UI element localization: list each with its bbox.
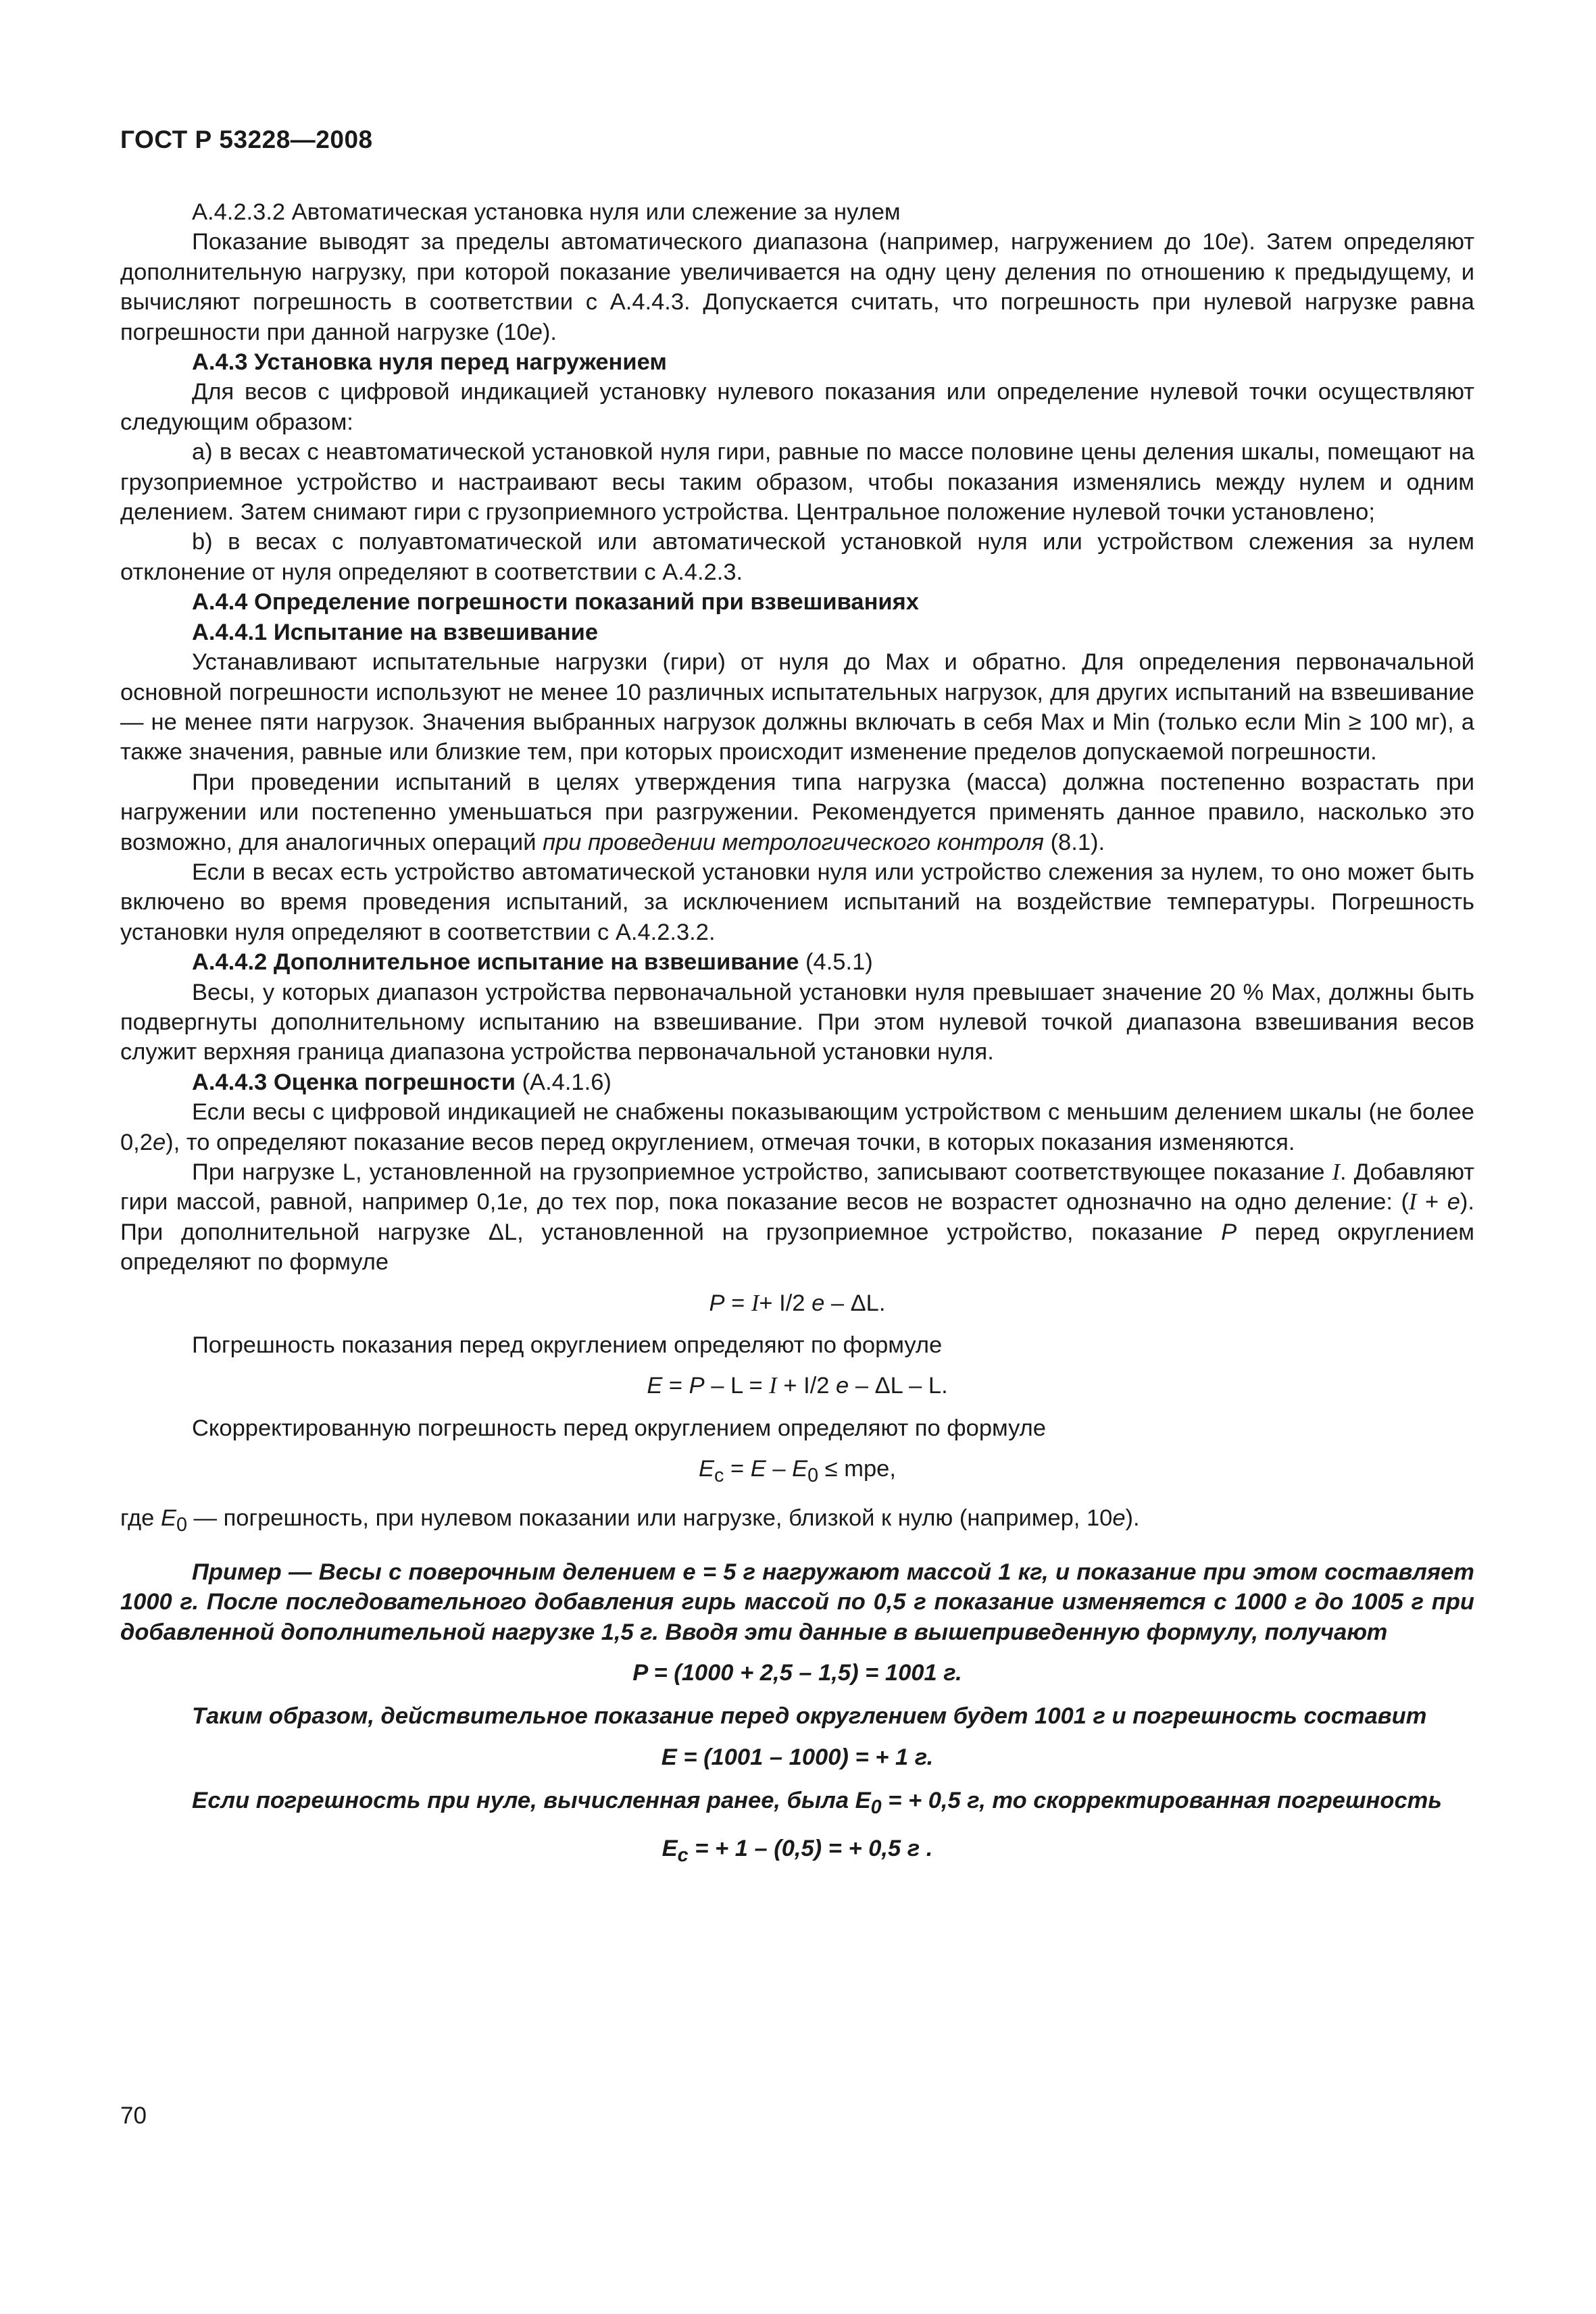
paragraph: Если в весах есть устройство автоматической установки нуля или устройство слежения за нулем, то оно может быть включено во время проведения испытаний, за исключением испытаний на воздействие температуры. Погрешность установки нуля определяют в соответствии с А.4.2.3.2.	[120, 859, 1474, 945]
list-item-b: b) в весах с полуавтоматической или автоматической установкой нуля или устройством слежения за нулем отклонение от нуля определяют в соответствии с А.4.2.3.	[120, 529, 1474, 585]
paragraph: Устанавливают испытательные нагрузки (гири) от нуля до Max и обратно. Для определения первоначальной основной погрешности используют не менее 10 различных испытательных нагрузок, для других испытаний на взвешивание — не менее пяти нагрузок. Значения выбранных нагрузок должны включать в себя Max и Min (только если Min ≥ 100 мг), а также значения, равные или близкие тем, при которых происходит изменение пределов допускаемой погрешности.	[120, 649, 1474, 765]
formula-p: P = I+ I/2 e – ΔL.	[709, 1290, 886, 1316]
document-body	[120, 197, 1474, 1884]
page-number: 70	[120, 2103, 147, 2129]
clause-a43-heading: А.4.3 Установка нуля перед нагружением	[192, 349, 667, 376]
document-header: ГОСТ Р 53228—2008	[120, 126, 373, 153]
paragraph: Для весов с цифровой индикацией установку нулевого показания или определение нулевой точки осуществляют следующим образом:	[120, 379, 1474, 435]
example-formula-ec: $E_c$ = + 1 – (0,5) = + 0,5 г .	[662, 1835, 933, 1866]
clause-a441-heading: А.4.4.1 Испытание на взвешивание	[192, 619, 599, 645]
paragraph: Погрешность показания перед округлением определяют по формуле	[192, 1332, 943, 1359]
example-formula-p: P = (1000 + 2,5 – 1,5) = 1001 г.	[632, 1660, 962, 1686]
example-paragraph: Пример — Весы с поверочным делением e = 5 г нагружают массой 1 кг, и показание при этом составляет 1000 г. После последовательного добавления гирь массой по 0,5 г показание изменяется с 1000 г до 1005 г при добавленной дополнительной нагрузке 1,5 г. Вводя эти данные в вышеприведенную формулу, получают	[120, 1559, 1474, 1645]
paragraph: При проведении испытаний в целях утверждения типа нагрузка (масса) должна постепенно возрастать при нагружении или постепенно уменьшаться при разгружении. Рекомендуется применять данное правило, насколько это возможно, для аналогичных операций при проведении метрологического контроля (8.1).	[120, 769, 1474, 855]
clause-a4232-title: А.4.2.3.2 Автоматическая установка нуля или слежение за нулем	[192, 199, 901, 225]
paragraph: При нагрузке L, установленной на грузоприемное устройство, записывают соответствующее показание I. Добавляют гири массой, равной, например 0,1e, до тех пор, пока показание весов не возрастет однозначно на одно деление: (I + e). При дополнительной нагрузке ΔL, установленной на грузоприемное устройство, показание P перед округлением определяют по формуле	[120, 1159, 1474, 1276]
paragraph-where: где $E_0$ — погрешность, при нулевом показании или нагрузке, близкой к нулю (например, 10e).	[120, 1505, 1140, 1536]
clause-a44-heading: А.4.4 Определение погрешности показаний при взвешиваниях	[192, 589, 919, 615]
formula-e: E = P – L = I + I/2 e – ΔL – L.	[647, 1373, 948, 1399]
paragraph: Весы, у которых диапазон устройства первоначальной установки нуля превышает значение 20 % Max, должны быть подвергнуты дополнительному испытанию на взвешивание. При этом нулевой точкой диапазона взвешивания весов служит верхняя граница диапазона устройства первоначальной установки нуля.	[120, 979, 1474, 1065]
formula-ec: $E_c = E - E_0$ ≤ mpe,	[699, 1456, 896, 1487]
example-formula-e: E = (1001 – 1000) = + 1 г.	[661, 1744, 934, 1770]
clause-a442-heading: А.4.4.2 Дополнительное испытание на взвешивание (4.5.1)	[192, 949, 873, 976]
paragraph: Показание выводят за пределы автоматического диапазона (например, нагружением до 10e). Затем определяют дополнительную нагрузку, при которой показание увеличивается на одну цену деления по отношению к предыдущему, и вычисляют погрешность в соответствии с А.4.4.3. Допускается считать, что погрешность при нулевой нагрузке равна погрешности при данной нагрузке (10e).	[120, 229, 1474, 345]
clause-a443-heading: А.4.4.3 Оценка погрешности (А.4.1.6)	[192, 1069, 612, 1095]
paragraph: Если весы с цифровой индикацией не снабжены показывающим устройством с меньшим делением шкалы (не более 0,2e), то определяют показание весов перед округлением, отмечая точки, в которых показания изменяются.	[120, 1099, 1474, 1155]
list-item-a: а) в весах с неавтоматической установкой нуля гири, равные по массе половине цены деления шкалы, помещают на грузоприемное устройство и настраивают весы таким образом, чтобы показания изменялись между нулем и одним делением. Затем снимают гири с грузоприемного устройства. Центральное положение нулевой точки установлено;	[120, 439, 1474, 526]
example-paragraph: Если погрешность при нуле, вычисленная ранее, была $E_0$ = + 0,5 г, то скорректированная погрешность	[192, 1788, 1442, 1819]
paragraph: Скорректированную погрешность перед округлением определяют по формуле	[192, 1415, 1046, 1441]
example-paragraph: Таким образом, действительное показание перед округлением будет 1001 г и погрешность составит	[192, 1703, 1427, 1730]
